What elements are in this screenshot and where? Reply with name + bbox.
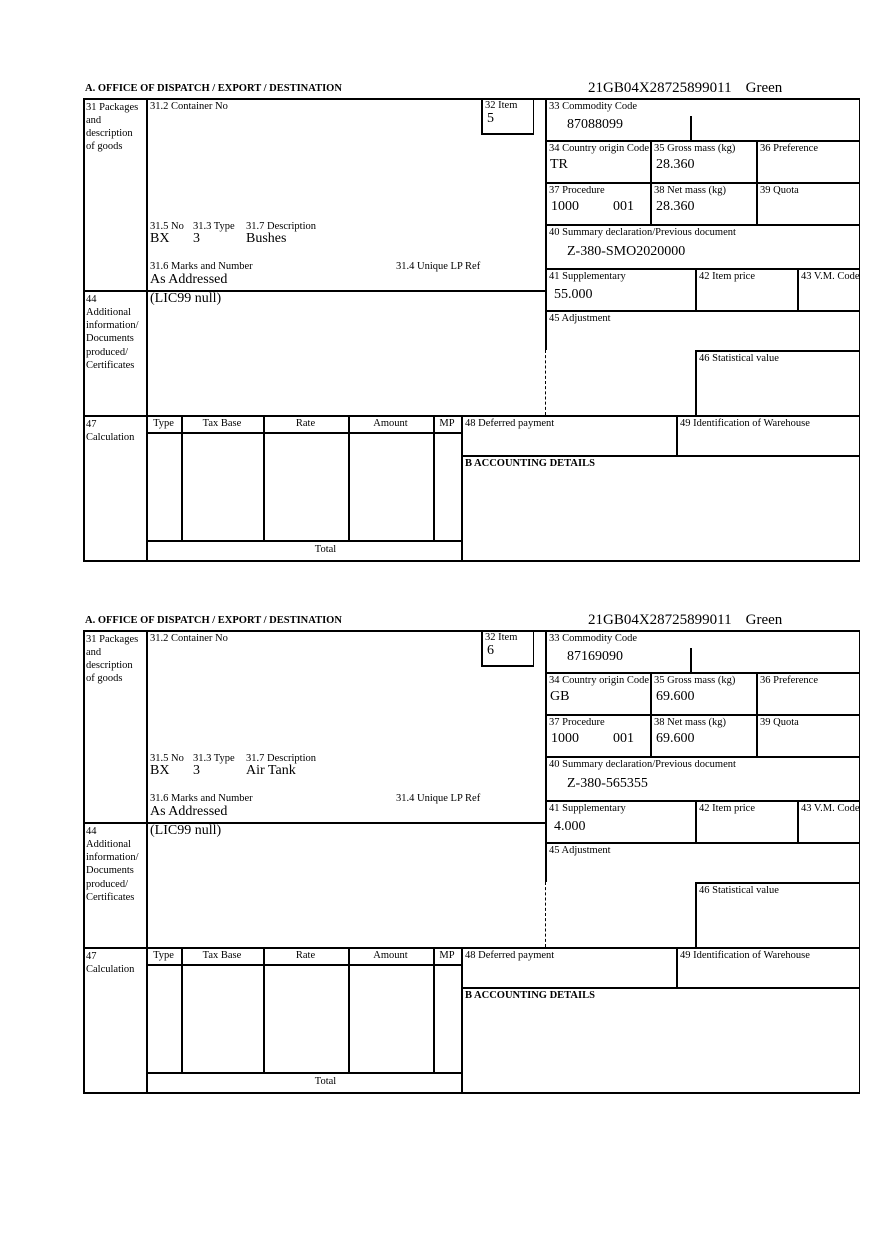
additional-info-value: (LIC99 null): [150, 823, 222, 838]
grid-line: [146, 432, 462, 434]
marks-numbers-value: As Addressed: [150, 804, 228, 819]
deferred-payment-label: 48 Deferred payment: [465, 418, 555, 429]
grid-line: [545, 630, 547, 882]
item-number-value: 6: [487, 643, 494, 658]
grid-line: [83, 630, 860, 632]
item-number-value: 5: [487, 111, 494, 126]
grid-line: [146, 98, 148, 562]
routing-status: Green: [745, 80, 783, 96]
marks-numbers-label: 31.6 Marks and Number: [150, 261, 253, 272]
procedure-code-value: 1000: [551, 731, 579, 746]
unique-lp-ref-label: 31.4 Unique LP Ref: [396, 261, 481, 272]
declaration-grid: [83, 98, 860, 562]
additional-info-label: 44 Additional information/ Documents produced/ Certificates: [86, 294, 139, 371]
supplementary-value: 55.000: [554, 287, 593, 302]
calculation-label: 47 Calculation: [86, 951, 135, 976]
warehouse-id-label: 49 Identification of Warehouse: [680, 950, 810, 961]
grid-line: [146, 540, 462, 542]
grid-line: [859, 630, 861, 1094]
summary-declaration-label: 40 Summary declaration/Previous document: [549, 227, 736, 238]
adjustment-label: 45 Adjustment: [549, 313, 611, 324]
statistical-value-label: 46 Statistical value: [699, 353, 779, 364]
preference-label: 36 Preference: [760, 143, 819, 154]
grid-line: [695, 350, 860, 352]
calc-col-mp: MP: [439, 418, 455, 429]
grid-line: [83, 98, 85, 562]
grid-line: [181, 947, 183, 1072]
procedure-extension-value: 001: [613, 731, 634, 746]
grid-line: [797, 800, 799, 842]
declaration-reference: [588, 80, 782, 97]
item-label: 32 Item: [485, 632, 518, 643]
grid-line: [83, 560, 860, 562]
grid-line: [83, 630, 85, 1094]
routing-status: Green: [745, 612, 783, 628]
package-no-label: 31.5 No: [150, 221, 184, 232]
package-type-value: 3: [193, 763, 200, 778]
grid-line: [695, 350, 697, 415]
section-header: [83, 80, 862, 98]
grid-line: [545, 842, 860, 844]
grid-line: [348, 415, 350, 540]
grid-line: [545, 140, 860, 142]
unique-lp-ref-label: 31.4 Unique LP Ref: [396, 793, 481, 804]
grid-line: [695, 882, 860, 884]
statistical-value-label: 46 Statistical value: [699, 885, 779, 896]
grid-line: [650, 672, 652, 756]
net-mass-label: 38 Net mass (kg): [654, 185, 727, 196]
grid-line: [481, 630, 483, 665]
grid-line: [695, 268, 697, 310]
country-origin-value: TR: [550, 157, 568, 172]
declaration-item-copy: [83, 612, 862, 1096]
grid-line: [859, 98, 861, 562]
net-mass-label: 38 Net mass (kg): [654, 717, 727, 728]
grid-line: [461, 947, 463, 1094]
calc-total-label: Total: [314, 544, 337, 555]
grid-line: [461, 415, 463, 562]
packages-description-label: 31 Packages and description of goods: [86, 634, 139, 685]
accounting-details-label: B ACCOUNTING DETAILS: [465, 990, 595, 1001]
procedure-extension-value: 001: [613, 199, 634, 214]
grid-line: [797, 268, 799, 310]
package-type-label: 31.3 Type: [193, 221, 235, 232]
commodity-code-label: 33 Commodity Code: [549, 101, 638, 112]
grid-line: [690, 648, 692, 672]
country-origin-value: GB: [550, 689, 570, 704]
grid-line: [533, 630, 535, 666]
gross-mass-label: 35 Gross mass (kg): [654, 143, 736, 154]
goods-description-value: Air Tank: [246, 763, 296, 778]
grid-line: [146, 964, 462, 966]
marks-numbers-value: As Addressed: [150, 272, 228, 287]
grid-line: [650, 140, 652, 224]
gross-mass-label: 35 Gross mass (kg): [654, 675, 736, 686]
deferred-payment-label: 48 Deferred payment: [465, 950, 555, 961]
grid-line: [83, 415, 860, 417]
packages-description-label: 31 Packages and description of goods: [86, 102, 139, 153]
procedure-label: 37 Procedure: [549, 185, 605, 196]
grid-line: [83, 98, 860, 100]
grid-line: [433, 415, 435, 540]
grid-line: [690, 116, 692, 140]
grid-line-dashed: [545, 882, 546, 947]
net-mass-value: 69.600: [656, 731, 695, 746]
summary-declaration-value: Z-380-SMO2020000: [567, 244, 686, 259]
office-of-dispatch-label: A. OFFICE OF DISPATCH / EXPORT / DESTINATION: [85, 83, 342, 94]
calculation-label: 47 Calculation: [86, 419, 135, 444]
item-label: 32 Item: [485, 100, 518, 111]
calc-col-tax-base: Tax Base: [202, 950, 242, 961]
warehouse-id-label: 49 Identification of Warehouse: [680, 418, 810, 429]
procedure-code-value: 1000: [551, 199, 579, 214]
marks-numbers-label: 31.6 Marks and Number: [150, 793, 253, 804]
grid-line: [756, 672, 758, 756]
supplementary-label: 41 Supplementary: [549, 803, 626, 814]
grid-line: [545, 714, 860, 716]
summary-declaration-value: Z-380-565355: [567, 776, 648, 791]
country-origin-label: 34 Country origin Code: [549, 675, 650, 686]
declaration-item-copy: [83, 80, 862, 564]
grid-line: [181, 415, 183, 540]
grid-line: [83, 1092, 860, 1094]
movement-reference-number: 21GB04X28725899011: [588, 80, 732, 96]
package-no-value: BX: [150, 231, 170, 246]
vm-code-label: 43 V.M. Code: [801, 271, 860, 282]
procedure-label: 37 Procedure: [549, 717, 605, 728]
container-no-label: 31.2 Container No: [150, 101, 228, 112]
grid-line: [433, 947, 435, 1072]
grid-line: [263, 415, 265, 540]
grid-line: [545, 310, 860, 312]
accounting-details-label: B ACCOUNTING DETAILS: [465, 458, 595, 469]
calc-col-rate: Rate: [295, 418, 316, 429]
calc-col-mp: MP: [439, 950, 455, 961]
commodity-code-value: 87169090: [567, 649, 623, 664]
grid-line: [545, 182, 860, 184]
commodity-code-value: 87088099: [567, 117, 623, 132]
package-type-label: 31.3 Type: [193, 753, 235, 764]
country-origin-label: 34 Country origin Code: [549, 143, 650, 154]
calc-col-type: Type: [153, 418, 174, 429]
grid-line: [481, 133, 534, 135]
grid-line: [481, 665, 534, 667]
package-description-label: 31.7 Description: [246, 221, 316, 232]
grid-line: [461, 987, 860, 989]
calc-col-amount: Amount: [373, 418, 408, 429]
grid-line: [83, 947, 860, 949]
grid-line: [695, 800, 697, 842]
declaration-reference: [588, 612, 782, 629]
item-price-label: 42 Item price: [699, 271, 755, 282]
section-header: [83, 612, 862, 630]
gross-mass-value: 28.360: [656, 157, 695, 172]
quota-label: 39 Quota: [760, 717, 799, 728]
grid-line: [676, 415, 678, 455]
grid-line: [146, 630, 148, 1094]
calc-col-tax-base: Tax Base: [202, 418, 242, 429]
grid-line: [263, 947, 265, 1072]
vm-code-label: 43 V.M. Code: [801, 803, 860, 814]
grid-line: [481, 98, 483, 133]
supplementary-value: 4.000: [554, 819, 586, 834]
calc-col-rate: Rate: [295, 950, 316, 961]
item-price-label: 42 Item price: [699, 803, 755, 814]
additional-info-label: 44 Additional information/ Documents produced/ Certificates: [86, 826, 139, 903]
commodity-code-label: 33 Commodity Code: [549, 633, 638, 644]
goods-description-value: Bushes: [246, 231, 287, 246]
grid-line: [545, 98, 547, 350]
package-type-value: 3: [193, 231, 200, 246]
preference-label: 36 Preference: [760, 675, 819, 686]
calc-col-amount: Amount: [373, 950, 408, 961]
quota-label: 39 Quota: [760, 185, 799, 196]
grid-line: [146, 1072, 462, 1074]
grid-line: [676, 947, 678, 987]
grid-line: [695, 882, 697, 947]
grid-line: [545, 268, 860, 270]
office-of-dispatch-label: A. OFFICE OF DISPATCH / EXPORT / DESTINATION: [85, 615, 342, 626]
movement-reference-number: 21GB04X28725899011: [588, 612, 732, 628]
grid-line: [545, 756, 860, 758]
package-no-value: BX: [150, 763, 170, 778]
grid-line-dashed: [545, 350, 546, 415]
supplementary-label: 41 Supplementary: [549, 271, 626, 282]
additional-info-value: (LIC99 null): [150, 291, 222, 306]
adjustment-label: 45 Adjustment: [549, 845, 611, 856]
declaration-grid: [83, 630, 860, 1094]
package-description-label: 31.7 Description: [246, 753, 316, 764]
summary-declaration-label: 40 Summary declaration/Previous document: [549, 759, 736, 770]
gross-mass-value: 69.600: [656, 689, 695, 704]
calc-col-type: Type: [153, 950, 174, 961]
grid-line: [545, 672, 860, 674]
grid-line: [461, 455, 860, 457]
grid-line: [533, 98, 535, 134]
grid-line: [756, 140, 758, 224]
net-mass-value: 28.360: [656, 199, 695, 214]
calc-total-label: Total: [314, 1076, 337, 1087]
container-no-label: 31.2 Container No: [150, 633, 228, 644]
grid-line: [545, 800, 860, 802]
grid-line: [348, 947, 350, 1072]
grid-line: [545, 224, 860, 226]
package-no-label: 31.5 No: [150, 753, 184, 764]
